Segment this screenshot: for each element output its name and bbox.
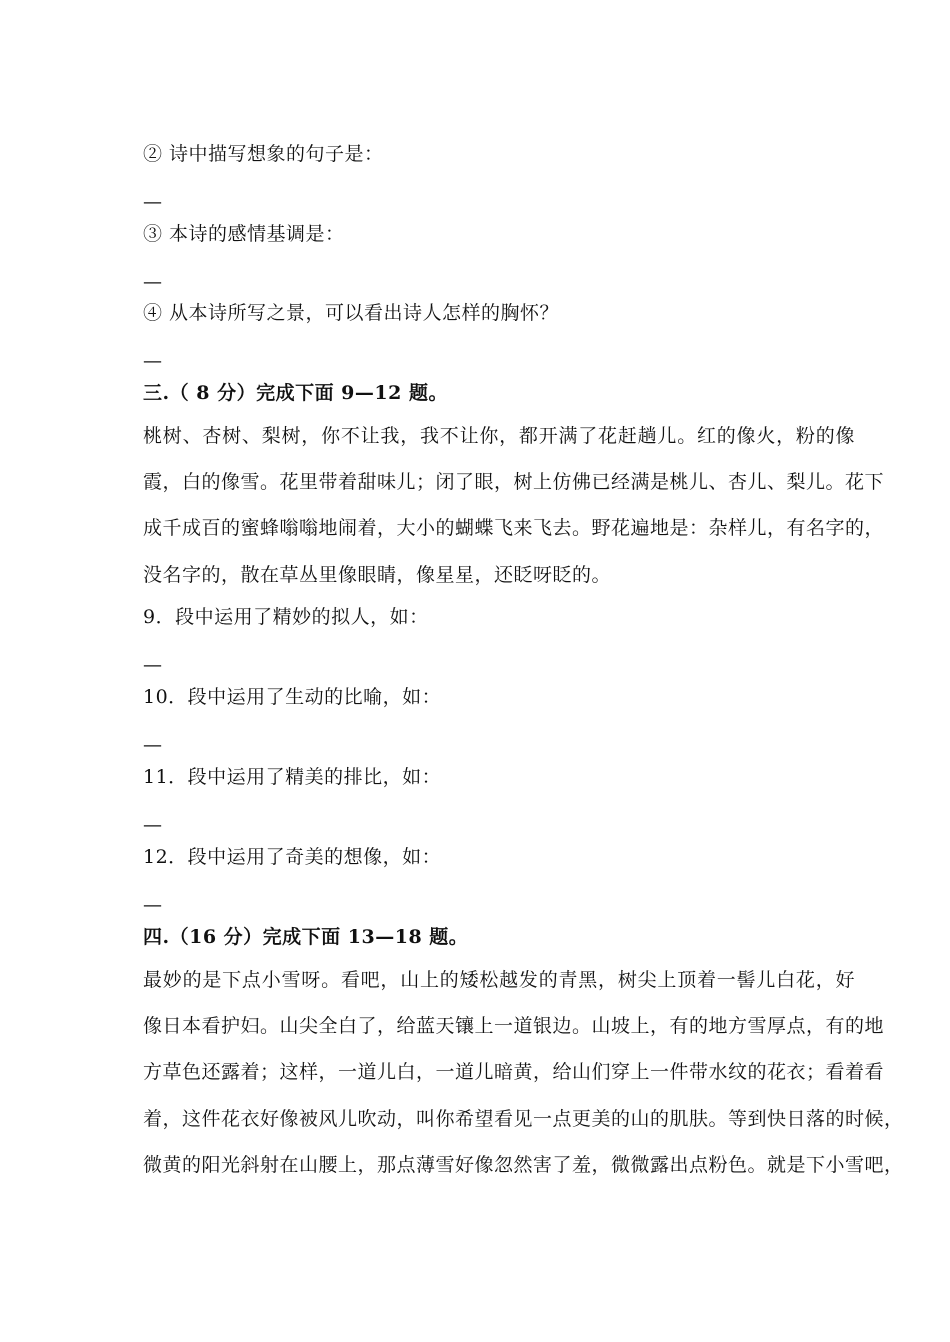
question-12: 12．段中运用了奇美的想像，如： [143, 846, 442, 868]
passage-4-line-5: 微黄的阳光斜射在山腰上，那点薄雪好像忽然害了羞，微微露出点粉色。就是下小雪吧， [143, 1154, 904, 1176]
passage-3-line-4: 没名字的，散在草丛里像眼睛，像星星，还眨呀眨的。 [143, 564, 612, 586]
section-3-heading: 三.（ 8 分）完成下面 9—12 题。 [143, 382, 448, 404]
passage-3-line-1: 桃树、杏树、梨树，你不让我，我不让你，都开满了花赶趟儿。红的像火，粉的像 [143, 425, 855, 447]
passage-4-line-1: 最妙的是下点小雪呀。看吧，山上的矮松越发的青黑，树尖上顶着一髻儿白花，好 [143, 969, 855, 991]
passage-3-line-2: 霞，白的像雪。花里带着甜味儿；闭了眼，树上仿佛已经满是桃儿、杏儿、梨儿。花下 [143, 471, 885, 493]
passage-4-line-4: 着，这件花衣好像被风儿吹动，叫你希望看见一点更美的山的肌肤。等到快日落的时候， [143, 1108, 904, 1130]
section-4-heading: 四.（16 分）完成下面 13—18 题。 [143, 926, 469, 948]
question-4: ④ 从本诗所写之景，可以看出诗人怎样的胸怀？ [143, 302, 560, 324]
passage-4-line-2: 像日本看护妇。山尖全白了，给蓝天镶上一道银边。山坡上，有的地方雪厚点，有的地 [143, 1015, 885, 1037]
question-11: 11．段中运用了精美的排比，如： [143, 766, 442, 788]
answer-blank-12: — [143, 894, 162, 916]
answer-blank-4: — [143, 350, 162, 372]
answer-blank-2: — [143, 191, 162, 213]
answer-blank-11: — [143, 814, 162, 836]
passage-4-line-3: 方草色还露着；这样，一道儿白，一道儿暗黄，给山们穿上一件带水纹的花衣；看着看 [143, 1061, 885, 1083]
question-9: 9．段中运用了精妙的拟人，如： [143, 606, 429, 628]
question-10: 10．段中运用了生动的比喻，如： [143, 686, 442, 708]
answer-blank-9: — [143, 654, 162, 676]
passage-3-line-3: 成千成百的蜜蜂嗡嗡地闹着，大小的蝴蝶飞来飞去。野花遍地是：杂样儿，有名字的， [143, 517, 885, 539]
answer-blank-3: — [143, 271, 162, 293]
answer-blank-10: — [143, 734, 162, 756]
question-2: ② 诗中描写想象的句子是： [143, 143, 384, 165]
question-3: ③ 本诗的感情基调是： [143, 223, 345, 245]
